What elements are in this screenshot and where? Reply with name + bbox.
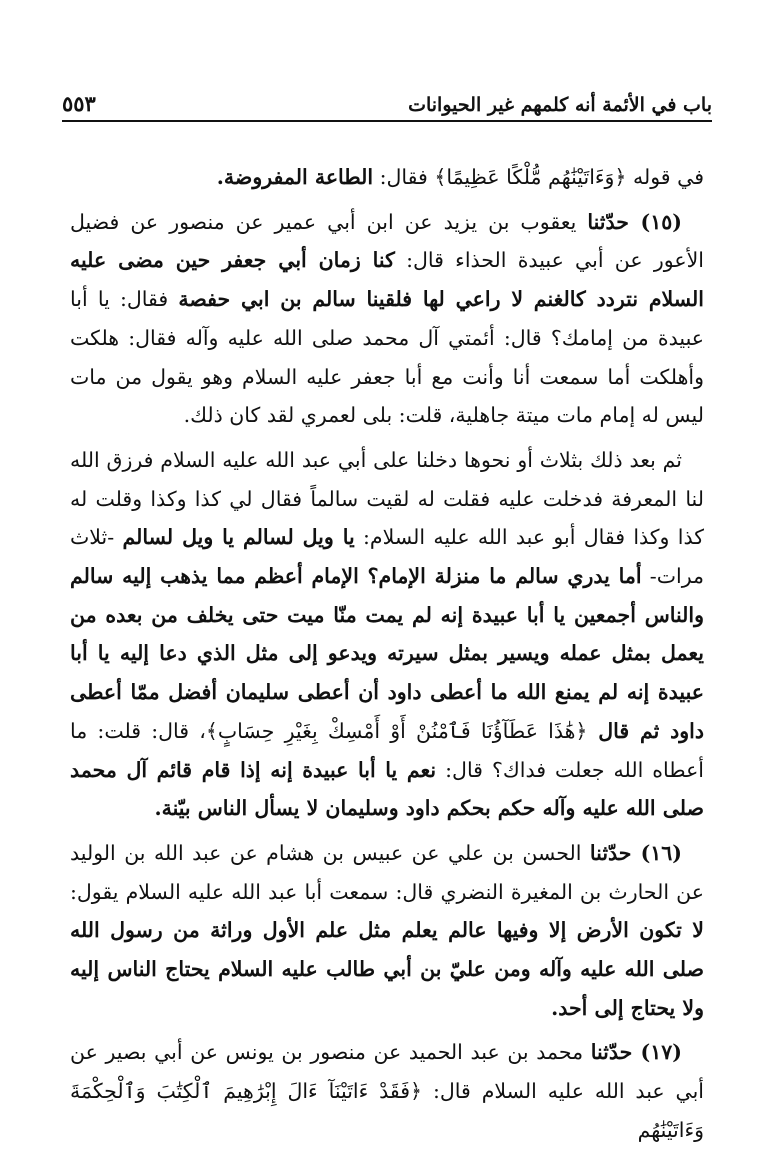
text-segment: فقال: يا أبا عبيدة من إمامك؟ قال: أئمتي آل محمد صلى الله عليه وآله فقال: هلكت وأهلكت أما سمعت أنا وأنت مع أبا جعفر عليه السلام وهو يقول من مات ليس له إمام مات ميتة جاهلية، قلت: بلى لعمري لقد كان ذلك. [70, 287, 704, 428]
bold-text: يا ويل لسالم يا ويل لسالم [122, 525, 355, 550]
bold-text: كنا زمان أبي جعفر حين مضى عليه السلام نتردد كالغنم لا راعي لها فلقينا سالم بن ابي حفصة [70, 248, 704, 312]
quran-verse: ﴿فَقَدْ ءَاتَيْنَآ ءَالَ إِبْرَٰهِيمَ ٱلْكِتَٰبَ وَٱلْحِكْمَةَ وَءَاتَيْنَٰهُم [70, 1079, 704, 1142]
text-segment: فقال: [373, 165, 435, 189]
text-segment: يعقوب بن يزيد عن ابن أبي عمير عن منصور عن فضيل الأعور عن أبي عبيدة الحذاء قال: [70, 209, 704, 273]
page-number: ٥٥٣ [62, 91, 96, 116]
text-segment: ثم بعد ذلك بثلاث أو نحوها دخلنا على أبي عبد الله عليه السلام فرزق الله لنا المعرفة فدخلت عليه فقلت له لقيت سالماً فقال لي كذا وكذا وقلت له كذا وكذا فقال أبو عبد الله عليه السلام: [70, 447, 704, 550]
quran-verse: ﴿وَءَاتَيْنَٰهُم مُّلْكًا عَظِيمًا﴾ [434, 165, 627, 189]
paragraph [70, 203, 704, 435]
bold-text: لا تكون الأرض إلا وفيها عالم يعلم مثل علم الأول وراثة من رسول الله صلى الله عليه وآله ومن عليّ بن أبي طالب عليه السلام يحتاج الناس إليه ولا يحتاج إلى أحد. [70, 918, 704, 1020]
body-text [70, 158, 704, 1150]
bold-text: حدّثنا [587, 209, 629, 234]
bold-text: (١٦) [631, 840, 682, 865]
paragraph [70, 834, 704, 1028]
bold-text: (١٧) [632, 1040, 682, 1065]
running-title: باب في الأئمة أنه كلمهم غير الحيوانات [408, 94, 712, 116]
text-segment: -ثلاث مرات- [70, 525, 705, 589]
bold-text: حدّثنا [589, 840, 632, 865]
text-segment: الحسن بن علي عن عبيس بن هشام عن عبد الله بن الوليد عن الحارث بن المغيرة النضري قال: سمعت أبا عبد الله عليه السلام يقول: [70, 840, 704, 904]
bold-text: الطاعة المفروضة. [216, 165, 374, 189]
text-segment: في قوله [626, 165, 704, 189]
bold-text: حدّثنا [590, 1040, 633, 1065]
paragraph [70, 441, 704, 828]
bold-text: أما يدري سالم ما منزلة الإمام؟ الإمام أعظم مما يذهب إليه سالم والناس أجمعين يا أبا عبيدة إنه لم يمت منّا ميت حتى يخلف من بعده من يعمل بمثل عمله ويسير بمثل سيرته ويدعو إلى مثل الذي دعا إليه يا أبا عبيدة إنه لم يمنع الله ما أعطى داود أن أعطى سليمان أفضل ممّا أعطى داود ثم قال [70, 564, 704, 743]
bold-text: نعم يا أبا عبيدة إنه إذا قام قائم آل محمد صلى الله عليه وآله حكم بحكم داود وسليمان لا يسأل الناس بيّنة. [70, 757, 704, 821]
page-header [62, 82, 712, 122]
text-segment: محمد بن عبد الحميد عن منصور بن يونس عن أبي بصير عن أبي عبد الله عليه السلام قال: [70, 1040, 704, 1104]
paragraph [70, 158, 704, 197]
text-segment: ، قال: قلت: ما أعطاه الله جعلت فداك؟ قال: [70, 718, 705, 782]
bold-text: (١٥) [628, 209, 682, 234]
quran-verse: ﴿هَٰذَا عَطَآؤُنَا فَٱمْنُنْ أَوْ أَمْسِكْ بِغَيْرِ حِسَابٍ﴾ [205, 718, 588, 743]
paragraph [70, 1033, 704, 1149]
